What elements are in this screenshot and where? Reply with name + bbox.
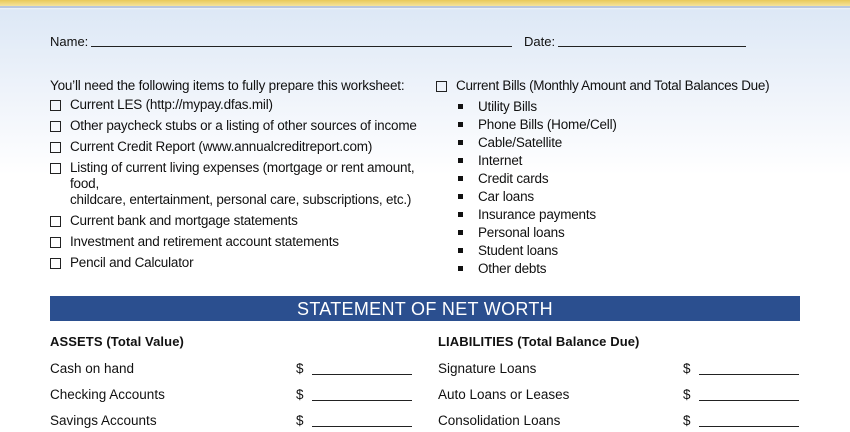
bill-item [458, 151, 617, 169]
bullet-icon [458, 158, 463, 163]
currency-symbol: $ [683, 387, 691, 402]
checklist-item [50, 213, 430, 229]
liabilities-heading: LIABILITIES (Total Balance Due) [438, 334, 640, 349]
top-divider [0, 6, 850, 8]
bill-item-label: Utility Bills [478, 98, 537, 114]
checklist-item-label: Pencil and Calculator [70, 255, 194, 270]
bill-item-label: Insurance payments [478, 206, 596, 222]
currency-symbol: $ [683, 361, 691, 376]
name-field[interactable] [91, 46, 512, 47]
checkbox-current-bills[interactable] [436, 81, 447, 92]
bill-item [458, 169, 617, 187]
checkbox-credit-report[interactable] [50, 142, 61, 153]
bullet-icon [458, 212, 463, 217]
bills-heading: Current Bills (Monthly Amount and Total Balances Due) [456, 78, 770, 93]
checklist-item-line: Listing of current living expenses (mortgage or rent amount, food, [70, 160, 415, 191]
bullet-icon [458, 230, 463, 235]
bullet-icon [458, 194, 463, 199]
checklist-item-label: Other paycheck stubs or a listing of other sources of income [70, 118, 417, 133]
bill-item [458, 97, 617, 115]
checkbox-bank-statements[interactable] [50, 216, 61, 227]
bills-heading-row [436, 78, 769, 93]
checklist-item-label: Current LES (http://mypay.dfas.mil) [70, 97, 273, 112]
asset-label-checking: Checking Accounts [50, 387, 165, 402]
liability-label-auto: Auto Loans or Leases [438, 387, 570, 402]
checkbox-living-expenses[interactable] [50, 163, 61, 174]
assets-heading: ASSETS (Total Value) [50, 334, 184, 349]
currency-symbol: $ [296, 413, 304, 428]
bill-item [458, 115, 617, 133]
asset-input-cash[interactable] [312, 374, 412, 375]
bill-item-label: Other debts [478, 260, 547, 276]
bullet-icon [458, 122, 463, 127]
currency-symbol: $ [296, 387, 304, 402]
checklist-item-line: childcare, entertainment, personal care, subscriptions, etc.) [70, 192, 412, 207]
asset-input-checking[interactable] [312, 400, 412, 401]
bill-item-label: Personal loans [478, 224, 565, 240]
bills-list [458, 97, 617, 277]
name-label: Name: [50, 34, 89, 49]
asset-label-savings: Savings Accounts [50, 413, 157, 428]
date-field[interactable] [558, 46, 746, 47]
checkbox-pencil-calculator[interactable] [50, 258, 61, 269]
checklist-item [50, 234, 430, 250]
checkbox-investment-statements[interactable] [50, 237, 61, 248]
liability-input-consolidation[interactable] [699, 426, 799, 427]
bill-item-label: Internet [478, 152, 523, 168]
checkbox-les[interactable] [50, 100, 61, 111]
bullet-icon [458, 176, 463, 181]
bill-item-label: Car loans [478, 188, 534, 204]
checklist-item-label: Current bank and mortgage statements [70, 213, 298, 228]
asset-label-cash: Cash on hand [50, 361, 135, 376]
bill-item [458, 187, 617, 205]
bill-item [458, 133, 617, 151]
checklist-item [50, 139, 430, 155]
checklist-item [50, 160, 430, 208]
checklist [50, 97, 430, 276]
statement-title-banner: STATEMENT OF NET WORTH [50, 296, 800, 321]
bill-item-label: Phone Bills (Home/Cell) [478, 116, 617, 132]
checklist-item-label: Investment and retirement account statements [70, 234, 339, 249]
asset-input-savings[interactable] [312, 426, 412, 427]
bill-item [458, 241, 617, 259]
liability-label-signature: Signature Loans [438, 361, 537, 376]
liability-input-auto[interactable] [699, 400, 799, 401]
bill-item [458, 205, 617, 223]
bill-item-label: Cable/Satellite [478, 134, 563, 150]
bill-item [458, 223, 617, 241]
bill-item-label: Credit cards [478, 170, 549, 186]
currency-symbol: $ [683, 413, 691, 428]
bullet-icon [458, 104, 463, 109]
liability-label-consolidation: Consolidation Loans [438, 413, 561, 428]
checklist-item-label [70, 160, 430, 208]
checklist-item [50, 255, 430, 271]
checklist-item [50, 118, 430, 134]
checkbox-paycheck[interactable] [50, 121, 61, 132]
currency-symbol: $ [296, 361, 304, 376]
liability-input-signature[interactable] [699, 374, 799, 375]
bullet-icon [458, 266, 463, 271]
date-label: Date: [524, 34, 556, 49]
bill-item [458, 259, 617, 277]
bullet-icon [458, 140, 463, 145]
checklist-intro: You’ll need the following items to fully prepare this worksheet: [50, 78, 405, 93]
bullet-icon [458, 248, 463, 253]
checklist-item-label: Current Credit Report (www.annualcreditreport.com) [70, 139, 373, 154]
bill-item-label: Student loans [478, 242, 558, 258]
checklist-item [50, 97, 430, 113]
